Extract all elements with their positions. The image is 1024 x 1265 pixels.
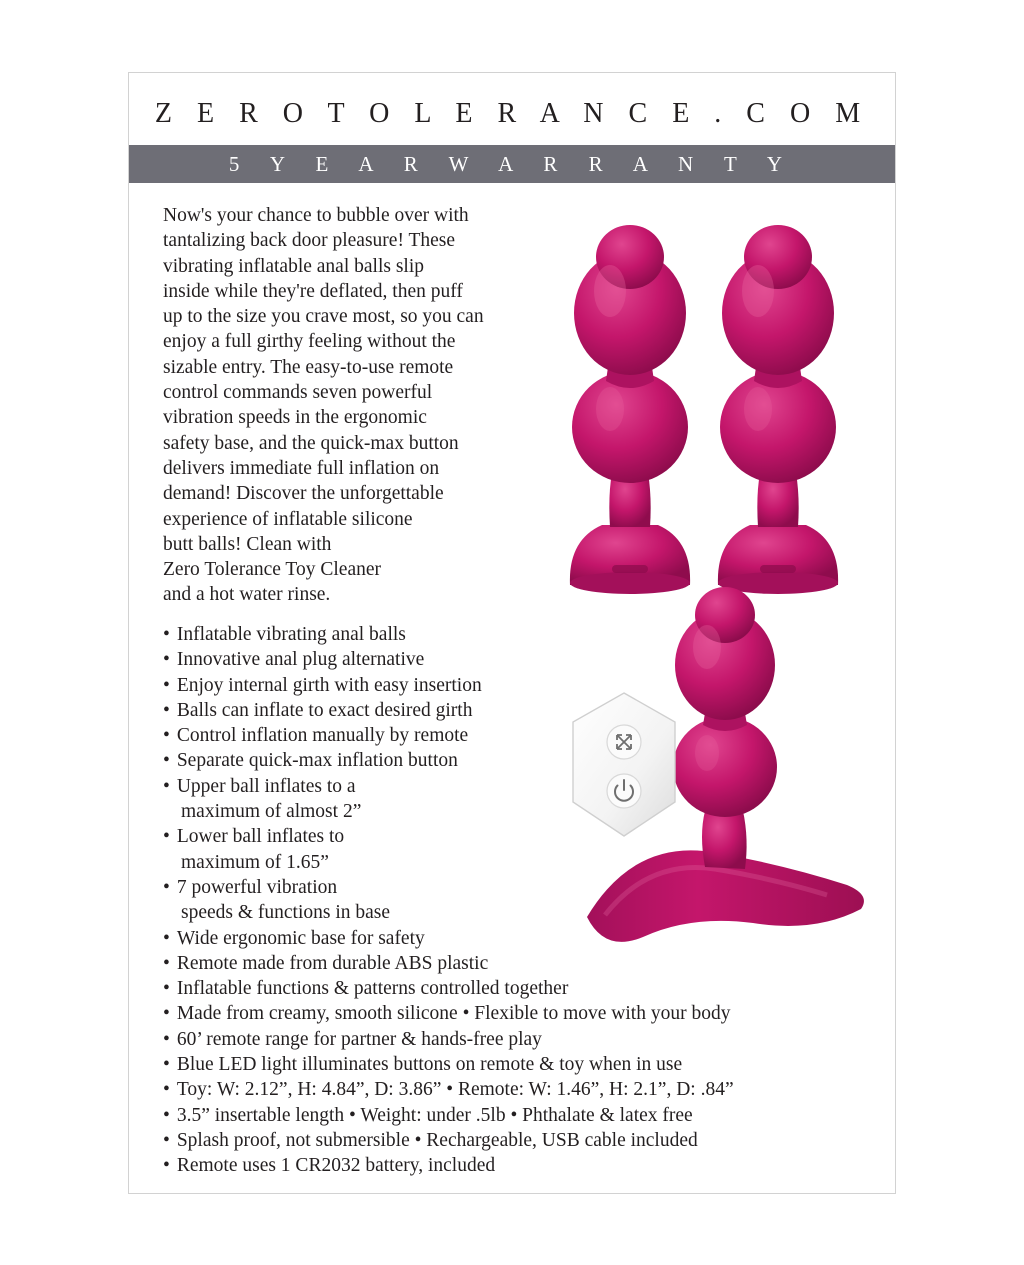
bullet-glyph: • — [163, 725, 170, 747]
description-line: inside while they're deflated, then puff — [163, 280, 463, 302]
feature-item — [163, 951, 893, 976]
feature-text: 3.5” insertable length • Weight: under .5lb • Phthalate & latex free — [176, 1104, 693, 1126]
description-line: delivers immediate full inflation on — [163, 457, 440, 479]
feature-text: Control inflation manually by remote — [176, 725, 469, 747]
feature-item-continued — [163, 900, 893, 925]
feature-text: Inflatable functions & patterns controlled together — [176, 978, 569, 1000]
feature-text: Toy: W: 2.12”, H: 4.84”, D: 3.86” • Remote: W: 1.46”, H: 2.1”, D: .84” — [176, 1079, 734, 1101]
description-line: vibration speeds in the ergonomic — [163, 407, 427, 429]
feature-text: Separate quick-max inflation button — [176, 750, 458, 772]
feature-item — [163, 1153, 893, 1178]
feature-text: Wide ergonomic base for safety — [176, 927, 425, 949]
bullet-glyph: • — [163, 927, 170, 949]
feature-item-continued — [163, 799, 893, 824]
feature-text: Blue LED light illuminates buttons on remote & toy when in use — [176, 1054, 683, 1076]
bullet-glyph: • — [163, 1054, 170, 1076]
bullet-glyph: • — [163, 1003, 170, 1025]
description-line: control commands seven powerful — [163, 382, 433, 404]
feature-item — [163, 926, 893, 951]
feature-item — [163, 673, 893, 698]
description-line: tantalizing back door pleasure! These — [163, 230, 456, 252]
bullet-glyph: • — [163, 978, 170, 1000]
description-line: Now's your chance to bubble over with — [163, 205, 469, 226]
bullet-glyph: • — [163, 1079, 170, 1101]
feature-text: Balls can inflate to exact desired girth — [176, 699, 473, 721]
feature-text: 60’ remote range for partner & hands-free play — [176, 1028, 542, 1050]
description-line: sizable entry. The easy-to-use remote — [163, 356, 454, 378]
description-line: and a hot water rinse. — [163, 584, 331, 606]
feature-item — [163, 622, 893, 647]
warranty-banner: 5 Y E A R W A R R A N T Y — [129, 145, 895, 183]
feature-text: maximum of 1.65” — [181, 851, 329, 873]
description-line: up to the size you crave most, so you can — [163, 306, 484, 328]
description-line: butt balls! Clean with — [163, 533, 332, 555]
feature-text: 7 powerful vibration — [176, 876, 338, 898]
bullet-glyph: • — [163, 750, 170, 772]
feature-item — [163, 698, 893, 723]
feature-text: Made from creamy, smooth silicone • Flexible to move with your body — [176, 1003, 731, 1025]
feature-item — [163, 1001, 893, 1026]
feature-item — [163, 1103, 893, 1128]
description-line: demand! Discover the unforgettable — [163, 483, 444, 505]
feature-text: speeds & functions in base — [181, 902, 391, 924]
feature-text: Enjoy internal girth with easy insertion — [176, 674, 482, 696]
description-line: vibrating inflatable anal balls slip — [163, 255, 425, 277]
feature-item — [163, 1077, 893, 1102]
feature-text: Remote uses 1 CR2032 battery, included — [176, 1155, 496, 1177]
bullet-glyph: • — [163, 649, 170, 671]
bullet-glyph: • — [163, 624, 170, 645]
bullet-glyph: • — [163, 1104, 170, 1126]
description-line: Zero Tolerance Toy Cleaner — [163, 559, 381, 581]
description-line: experience of inflatable silicone — [163, 508, 413, 530]
feature-text: Remote made from durable ABS plastic — [176, 952, 489, 974]
feature-item — [163, 875, 893, 900]
bullet-glyph: • — [163, 1028, 170, 1050]
bullet-glyph: • — [163, 826, 170, 848]
bullet-glyph: • — [163, 876, 170, 898]
feature-item-continued — [163, 850, 893, 875]
feature-item — [163, 1052, 893, 1077]
bullet-glyph: • — [163, 699, 170, 721]
description-line: safety base, and the quick-max button — [163, 432, 459, 454]
product-description — [163, 203, 563, 608]
feature-item — [163, 1027, 893, 1052]
feature-text: maximum of almost 2” — [181, 801, 362, 823]
feature-text: Splash proof, not submersible • Rechargeable, USB cable included — [176, 1129, 698, 1151]
feature-text: Inflatable vibrating anal balls — [176, 624, 406, 645]
bullet-glyph: • — [163, 1129, 170, 1151]
bullet-glyph: • — [163, 952, 170, 974]
bullet-glyph: • — [163, 1155, 170, 1177]
feature-item — [163, 647, 893, 672]
feature-item — [163, 976, 893, 1001]
bullet-glyph: • — [163, 674, 170, 696]
feature-text: Upper ball inflates to a — [176, 775, 356, 797]
feature-text: Lower ball inflates to — [176, 826, 345, 848]
brand-title: Z E R O T O L E R A N C E . C O M — [154, 98, 870, 129]
feature-item — [163, 824, 893, 849]
feature-list — [163, 622, 893, 1179]
feature-text: Innovative anal plug alternative — [176, 649, 425, 671]
bullet-glyph: • — [163, 775, 170, 797]
feature-item — [163, 748, 893, 773]
feature-item — [163, 774, 893, 799]
description-line: enjoy a full girthy feeling without the — [163, 331, 456, 353]
feature-item — [163, 1128, 893, 1153]
feature-item — [163, 723, 893, 748]
